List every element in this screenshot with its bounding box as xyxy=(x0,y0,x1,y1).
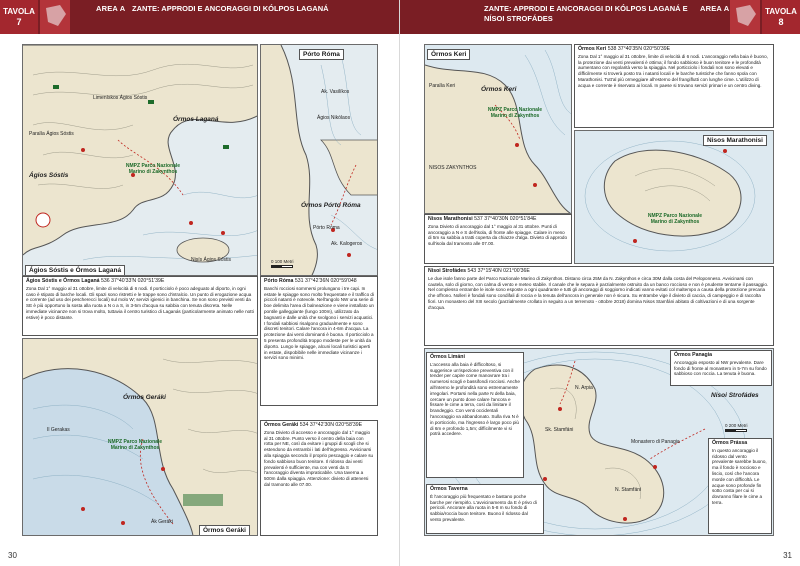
label-paralia-agios-sostis: Paralía Ágios Sóstis xyxy=(29,131,74,137)
label-nmpz-park: NMPZ Parco Nazionale Marino di Zakynthos xyxy=(125,163,181,175)
chart-ormos-keri xyxy=(424,44,572,214)
textbox-body: Le due isole fanno parte del Parco Nazionale Marino di Zakynthos. Distano circa 25M da N. Zakynthos e circa 30M dalla costa del Peloponneso. Avvicinarsi con cautela, solo di giorno, con calma di vento e meteo stabile. Il canale che le separa è parzialmente ostruito da un banco roccioso e non è prudente tentarne il passaggio. Nel complesso entrambe le isole sono esposte a ogni quadrante e tutti gli ancoraggi di soggiorno indicati vanno evitati col maltempo a causa della protezione precaria che offrono. Nolleri è fondali sono condifali di roccia e la tenuta dell'ancora in generale non è sicura. Su entrambe vige il divieto di caccia, di campeggio e di raccolta fiori. Un monastero del XIII secolo (parzialmente crollato in seguito a un terremoto - ottobre 2018) domina Nisos Stamfáni abitato di coltivazioni e di una sorgente d'acqua. xyxy=(428,275,769,310)
textbox-title: Nisoi Strofádes 543 37°15'40N 021°00'36E xyxy=(428,268,530,274)
label-nmpz-geraki: NMPZ Parco Nazionale Marino di Zakynthos xyxy=(107,439,163,451)
label-paralia-keri: Paralía Keri xyxy=(429,83,456,89)
label-ormos-geraki: Órmos Geráki xyxy=(123,394,166,401)
chart-caption-marathonisi: Nisos Marathonisi xyxy=(703,135,767,146)
page-number-left: 30 xyxy=(8,551,17,560)
label-nisis-agios-sostis: Nisís Ágios Sóstis xyxy=(191,257,232,263)
textbox-body: Zona Divieto di accesso e ancoraggio dal 1° maggio al 31 ottobre. Punto verso il centro della baia con rotta per NE, così da evitare i gruppi di scogli che si estendono da entrambi i lati dell'ingresso. Avvicinarsi alla spiaggia secondo il proprio pescaggio e calare su fondo sabbioso buon tenitore. Il ridosso dai venti prevalenti è sufficiente, ma con venti da S l'ancoraggio diventa impraticabile. Una taverna a 500m dalla spiaggia. Attenzione: divieto di attenersi dal tramonto alle 07.00. xyxy=(264,429,374,487)
label-nmpz-keri: NMPZ Parco Nazionale Marino di Zakynthos xyxy=(487,107,543,119)
label-limeniskos: Limenískos Ágios Sóstis xyxy=(93,95,148,101)
label-sk-stamfani: Sk. Stamfáni xyxy=(545,427,574,433)
area-label: AREA A xyxy=(96,4,126,13)
textbox-body: Banchi rocciosi sommersi prolungano i tre capi. In estate le spiagge sono molto frequentate e il traffico di piccoli natanti è notevole. Nell'angolo NW una serie di boe delimita l'area di balneazione e viene installato un pontile galleggiante (lungo 100m), utilizzato da bagnanti e dalle unità che svolgono i servizi acquatici. I fondali sabbiosi risalgono gradualmente e sono discreti tenitori. Calare l'ancora in 4-6m d'acqua. La protezione dai venti dominanti è buona. Il porticciolo a 5 presenta profondità troppo modeste per le unità da diporto. Lungo le spiagge, alcuni locali turistici aperti in estate, dispobibile nelle immediate vicinanze i servizi sono minimi. xyxy=(264,285,374,361)
tavola-label: TAVOLA xyxy=(765,7,797,16)
textbox-title: Órmos Limáni xyxy=(430,354,465,360)
textbox-marathonisi xyxy=(424,214,572,264)
textbox-body: In questo ancoraggio il ridosso dal vento prevalente sarebbe buono, ma il fondo è roccioso e liscio, così che l'ancora morde con difficoltà. Le acque sono profonde fin sotto costa per cui si dovranno filare le cime a terra. xyxy=(712,447,767,505)
textbox-nisoi-strofades xyxy=(424,266,774,346)
textbox-title: Pórto Róma 531 37°42'36N 020°59'048 xyxy=(264,278,357,284)
chart-caption-keri: Órmos Keri xyxy=(427,49,470,60)
label-ak-kalogeros: Ak. Kalogeros xyxy=(331,241,363,247)
label-nmpz-marathonisi: NMPZ Parco Nazionale Marino di Zakynthos xyxy=(647,213,703,225)
label-n-arpia: N. Arpia xyxy=(575,385,593,391)
scale-bar-porto-roma: 0 100 Metri xyxy=(271,259,294,268)
label-porto-roma: Pórto Róma xyxy=(313,225,340,231)
textbox-body: Ancoraggio esposto al NW prevalente. Dare fondo di fronte al monastero in 5-7m su fondo sabbioso con roccia. La tenuta è buona. xyxy=(674,359,767,377)
label-ormos-lagana: Órmos Laganá xyxy=(173,116,219,123)
chart-caption-geraki: Órmos Geráki xyxy=(199,525,250,536)
textbox-ormos-taverna xyxy=(426,484,544,534)
textbox-porto-roma xyxy=(260,276,378,406)
label-ormos-porto-roma: Órmos Pórto Róma xyxy=(301,202,361,209)
textbox-title: Órmos Panagia xyxy=(674,352,713,358)
chart-agios-sostis xyxy=(22,44,258,276)
label-nisos-zakynthos: NISOS ZAKYNTHOS xyxy=(429,165,477,171)
right-header xyxy=(400,0,800,34)
textbox-ormos-limani xyxy=(426,352,524,478)
chart-nisos-marathonisi xyxy=(574,130,774,264)
textbox-ormos-panagia xyxy=(670,350,772,386)
right-page xyxy=(400,0,800,566)
left-header xyxy=(0,0,400,34)
textbox-body: L'accesso alla baia è difficoltoso, si suggerisce un'ispezione preventiva con il tender per capire come manovrare tra i numerosi scogli e bassifondi rocciosi. Anche all'interno le profondità sono estremamente irregolari. Portarsi nella parte N della baia, cercare un punto dove calare l'ancora e fissare le cime a terra, così da limitare il brandeggio. Con venti occidentali l'ancoraggio va abbandonato. Sulla riva N è in porticciolo, ma l'ingresso è largo poco più di 6m e profondo 1,5m; difficilmente vi si potrà accedere. xyxy=(430,361,520,437)
label-agios-nikolaos: Ágios Nikólaos xyxy=(317,115,351,121)
textbox-agios-sostis xyxy=(22,276,258,336)
label-il-gerakas: Il Gerakas xyxy=(47,427,70,433)
textbox-title: Órmos Geráki 534 37°42'30N 020°58'39E xyxy=(264,422,363,428)
chart-ormos-geraki-drawing xyxy=(23,339,258,536)
page-number-right: 31 xyxy=(783,551,792,560)
textbox-ormos-prassa xyxy=(708,438,772,534)
chart-agios-sostis-drawing xyxy=(23,45,258,276)
tavola-number: 7 xyxy=(16,17,22,27)
textbox-ormos-geraki xyxy=(260,420,378,536)
label-ormos-keri: Órmos Keri xyxy=(481,86,517,93)
label-monastero-panagia: Monastero di Panagia xyxy=(631,439,680,445)
textbox-title: Nisos Marathonisi 537 37°40'30N 020°51'84E xyxy=(428,216,537,222)
chart-caption-porto-roma: Pórto Róma xyxy=(299,49,344,60)
chart-marathonisi-drawing xyxy=(575,131,774,264)
textbox-body: Zona Dal 1° maggio al 31 ottobre, limite di velocità di 6 nodi. L'ancoraggio nella baia è buono, la protezione dai venti prevalenti è ottima; il fondo sabbioso è buon tenitore e le profondità aumentano con regolarità verso la spiaggia. Nel porticciolo i fondali non sono elevati e difficilmente si troverà posto tra i natanti locali e le barche turistiche che fanno spola con Marathonisi. Tutt'al più ormeggiare all'esterno del frangiflutti con lunghe cime. L'utilizzo di acqua e corrente è riservato ai locali. In paese si trovano servizi primari e un centro diving. xyxy=(578,53,768,88)
locator-map-icon xyxy=(40,0,70,34)
label-n-stamfani: N. Stamfáni xyxy=(615,487,642,493)
textbox-body: Zona Dal 1° maggio al 31 ottobre, limite di velocità di 6 nodi. Il porticciolo è poco adeguato al diporto, in ogni caso è stipato di barche locali. Gli spazi sono ristretti e le trappe sono d'intralcio. Un punto di erogazione acqua e corrente (ad uso dei pescherecci locali) sul molo W; servizi igienici in banchina. Se non sono previsti venti da SE è più opportuno la sosta alla ruota a N o a S, in 3-5m d'acqua su sabbia con tenuta discreta. Nelle immediate vicinanze non si trova molto, tuttavia il centro turistico di Laganás (particolarmente animato nelle notti estive) è poco distante. xyxy=(26,285,254,320)
textbox-title: Órmos Prássa xyxy=(712,440,748,446)
chart-caption-agios-sostis: Ágios Sóstis e Órmos Laganá xyxy=(25,265,125,276)
textbox-body: Zona Divieto di ancoraggio dal 1° maggio al 31 ottobre. Punti di ancoraggio a N e S dell'isola, di fronte alle spiagge. Calare in meno di 5m su sabbia a tratti coperta da chiazze d'alga. Divieto di approdo sull'isola dal tramonto alle 07.00. xyxy=(428,223,568,247)
label-agios-sostis: Ágios Sóstis xyxy=(29,172,69,179)
chart-porto-roma xyxy=(260,44,378,276)
locator-map-icon xyxy=(730,0,760,34)
textbox-title: Órmos Keri 538 37°40'35N 020°50'39E xyxy=(578,46,671,52)
textbox-body: È l'ancoraggio più frequentato e bastano poche barche per riempirlo. L'avvicinamento da E è privo di pericoli. Ancorare alla ruota in 5-8 m su fondo di sabbia/roccia buon tenitore. Buono il ridosso dal vento prevalente. xyxy=(430,493,537,522)
chart-ormos-keri-drawing xyxy=(425,45,572,214)
page-title: ZANTE: APPRODI E ANCORAGGI DI KÓLPOS LAGANÁ E NÍSOI STROFÁDES xyxy=(484,4,688,23)
textbox-title: Órmos Taverna xyxy=(430,486,468,492)
scale-bar-strofades: 0 200 Metri xyxy=(725,423,748,432)
textbox-ormos-keri xyxy=(574,44,774,128)
label-ak-geraki: Ák Geráki xyxy=(151,519,173,525)
textbox-title: Ágios Sóstis e Órmos Laganá 536 37°40'33'N 020°51'39E xyxy=(26,278,165,284)
tavola-label: TAVOLA xyxy=(3,7,35,16)
label-ak-vasilikos: Ak. Vasilíkos xyxy=(321,89,350,95)
tavola-number: 8 xyxy=(778,17,784,27)
area-label: AREA A xyxy=(700,4,730,13)
tavola-box-left xyxy=(0,0,38,34)
label-nisoi-strofades: Nisoi Strofádes xyxy=(711,392,759,399)
chart-ormos-geraki xyxy=(22,338,258,536)
page-title: ZANTE: APPRODI E ANCORAGGI DI KÓLPOS LAGANÁ xyxy=(132,4,329,13)
tavola-box-right xyxy=(762,0,800,34)
